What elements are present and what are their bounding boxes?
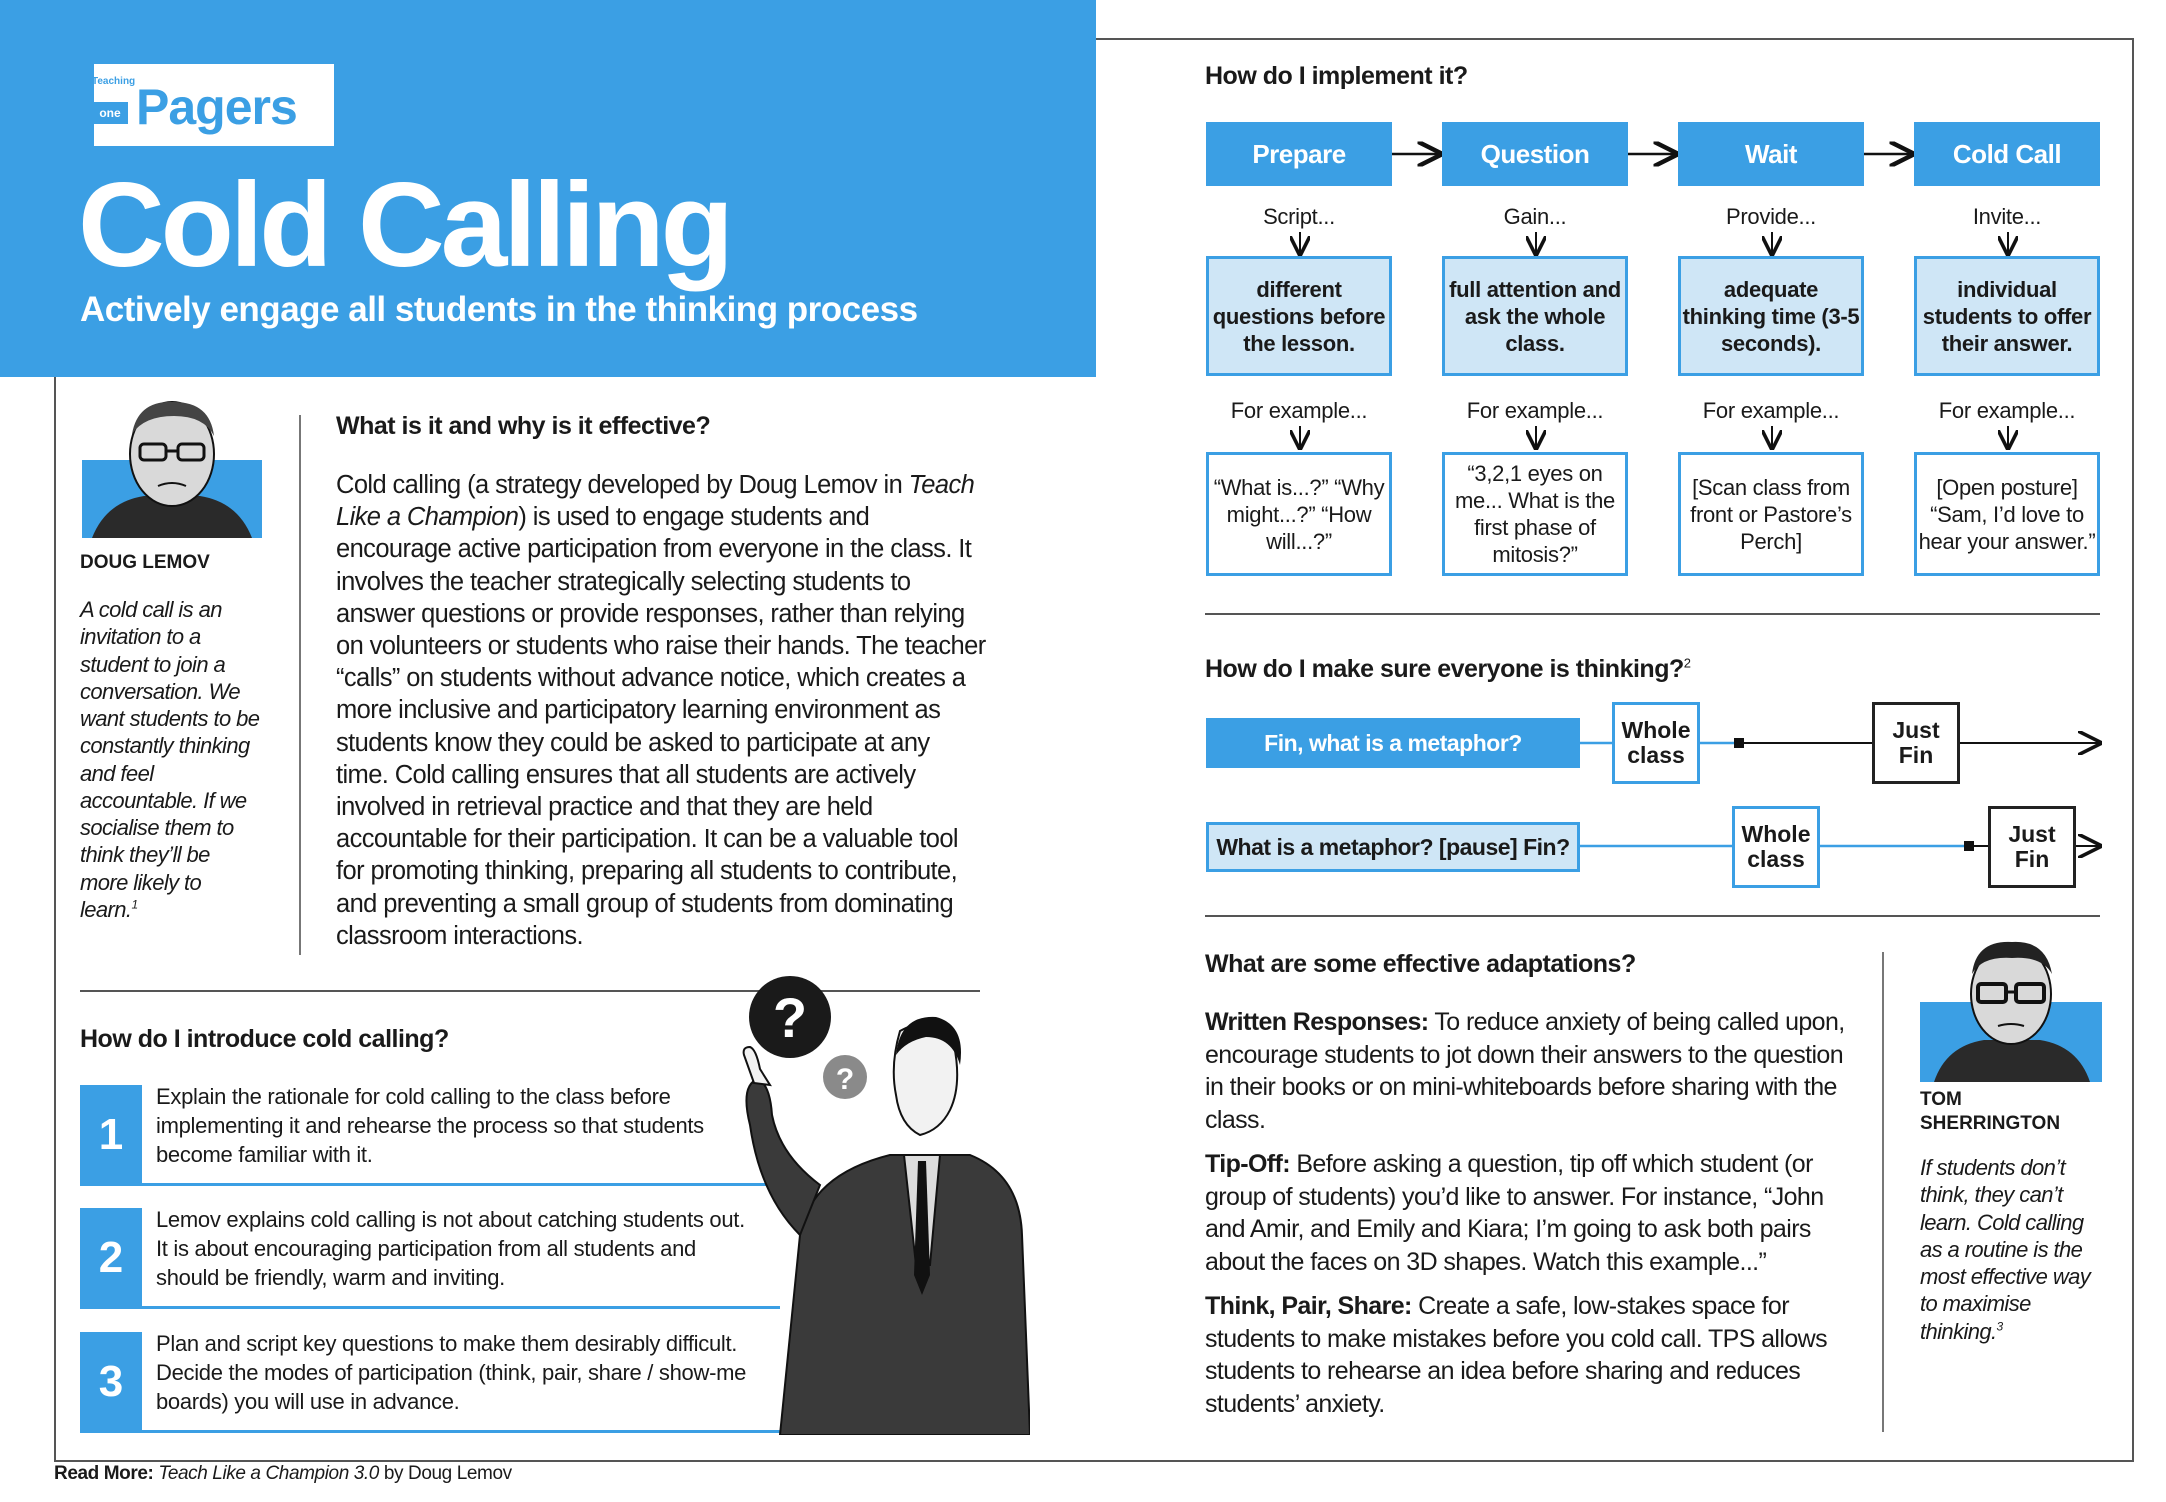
svg-text:?: ? — [835, 1063, 855, 1096]
flow-step-question: Question — [1442, 122, 1628, 186]
left-quote-text: A cold call is an invitation to a student to join a conversation. We want students to be constantly thinking and feel accountable. If we socialise them to think they’ll be more likely to learn.$^1$ — [80, 597, 260, 922]
adaptation-tip-off: Tip-Off: Before asking a question, tip off which student (or group of students) you’d like to answer. For instance, “John and Amir, and Emily and Kiara; I’m going to ask both pairs about the faces on 3D shapes. Watch this example...” — [1205, 1150, 1824, 1276]
flow-example-wait: [Scan class from front or Pastore’s Perch] — [1678, 452, 1864, 576]
flow-verb-cold-call: Invite... — [1972, 204, 2042, 229]
flow-example-label-cold-call: For example... — [1938, 398, 2076, 423]
flow-example-question: “3,2,1 eyes on me... What is the first phase of mitosis?” — [1442, 452, 1628, 576]
thinking-box-whole-class-2: Whole class — [1732, 806, 1820, 888]
left-quote-name: DOUG LEMOV — [80, 552, 210, 573]
step-number-2: 2 — [80, 1208, 142, 1308]
thinking-heading: How do I make sure everyone is thinking?$^2$ — [1205, 655, 1691, 683]
what-body: Cold calling (a strategy developed by Doug Lemov in Teach Like a Champion) is used to engage students and encourage active participation from everyone in the class. It involves the teacher strategically selecting students to answer questions or provide responses, rather than relying on volunteers or students who raise their hands. The teacher “calls” on students without advance notice, which creates a more inclusive and participatory learning environment as students know they could be asked to participate at any time. Cold calling ensures that all students are actively involved in retrieval practice and that they are held accountable for their participation. It can be a valuable tool for promoting thinking, preparing all students to contribute, and preventing a small group of students from dominating classroom interactions. — [336, 471, 986, 950]
flow-step-wait: Wait — [1678, 122, 1864, 186]
thinking-question-2: What is a metaphor? [pause] Fin? — [1206, 822, 1580, 872]
section-divider-right-2 — [1205, 915, 2100, 917]
logo-pagers: Pagers — [136, 79, 297, 135]
step-text-2: Lemov explains cold calling is not about catching students out. It is about encouraging participation from all students and should be friendly, warm and inviting. — [156, 1207, 745, 1290]
page-subtitle: Actively engage all students in the thinking process — [80, 290, 918, 329]
implement-heading: How do I implement it? — [1205, 62, 1468, 90]
tom-sherrington-portrait — [1920, 930, 2102, 1082]
thinking-box-just-fin-2: Just Fin — [1988, 806, 2076, 888]
thinking-question-1: Fin, what is a metaphor? — [1206, 718, 1580, 768]
step-text-3: Plan and script key questions to make them desirably difficult. Decide the modes of participation (think, pair, share / show-me boards) you will use in advance. — [156, 1331, 747, 1414]
right-quote-name: TOM SHERRINGTON — [1920, 1089, 2061, 1134]
step-underline-1 — [80, 1183, 780, 1186]
introduce-heading: How do I introduce cold calling? — [80, 1025, 449, 1053]
left-column-divider — [299, 415, 301, 955]
step-number-3: 3 — [80, 1332, 142, 1432]
flow-example-label-wait: For example... — [1702, 398, 1840, 423]
right-quote-text: If students don’t think, they can’t learn. Cold calling as a routine is the most effective way to maximise thinking.$^3$ — [1920, 1155, 2091, 1344]
flow-verb-question: Gain... — [1503, 204, 1567, 229]
flow-step-cold-call: Cold Call — [1914, 122, 2100, 186]
read-more-footer: Read More: Teach Like a Champion 3.0 by Doug Lemov — [54, 1463, 512, 1484]
step-underline-2 — [80, 1306, 780, 1309]
right-column-divider — [1882, 952, 1884, 1432]
adaptations-heading: What are some effective adaptations? — [1205, 950, 1636, 978]
step-number-1: 1 — [80, 1085, 142, 1185]
logo-teaching: Teaching — [92, 76, 136, 87]
flow-verb-wait: Provide... — [1726, 204, 1816, 229]
flow-example-prepare: “What is...?” “Why might...?” “How will...?” — [1206, 452, 1392, 576]
flow-detail-wait: adequate thinking time (3-5 seconds). — [1678, 256, 1864, 376]
flow-step-prepare: Prepare — [1206, 122, 1392, 186]
thinking-box-just-fin-1: Just Fin — [1872, 702, 1960, 784]
section-divider-right-1 — [1205, 613, 2100, 615]
flow-detail-cold-call: individual students to offer their answer. — [1914, 256, 2100, 376]
step-underline-3 — [80, 1430, 780, 1433]
flow-example-cold-call: [Open posture] “Sam, I’d love to hear your answer.” — [1914, 452, 2100, 576]
page-title: Cold Calling — [78, 158, 730, 292]
teacher-illustration — [740, 975, 1030, 1435]
flow-verb-prepare: Script... — [1263, 204, 1335, 229]
flow-example-label-prepare: For example... — [1230, 398, 1368, 423]
adaptation-think-pair-share: Think, Pair, Share: Create a safe, low-stakes space for students to make mistakes before you cold call. TPS allows students to rehearse an idea before sharing and reduces students’ anxiety. — [1205, 1292, 1827, 1418]
adaptation-written-responses: Written Responses: To reduce anxiety of being called upon, encourage students to jot down their answers to the question in their books or on mini-whiteboards before sharing with the class. — [1205, 1008, 1845, 1134]
svg-text:?: ? — [772, 986, 808, 1049]
logo-one: one — [92, 102, 128, 124]
step-text-1: Explain the rationale for cold calling to the class before implementing it and rehearse the process so that students become familiar with it. — [156, 1084, 704, 1167]
what-heading: What is it and why is it effective? — [336, 412, 711, 440]
thinking-box-whole-class-1: Whole class — [1612, 702, 1700, 784]
doug-lemov-portrait — [82, 394, 262, 538]
flow-detail-prepare: different questions before the lesson. — [1206, 256, 1392, 376]
flow-detail-question: full attention and ask the whole class. — [1442, 256, 1628, 376]
flow-example-label-question: For example... — [1466, 398, 1604, 423]
